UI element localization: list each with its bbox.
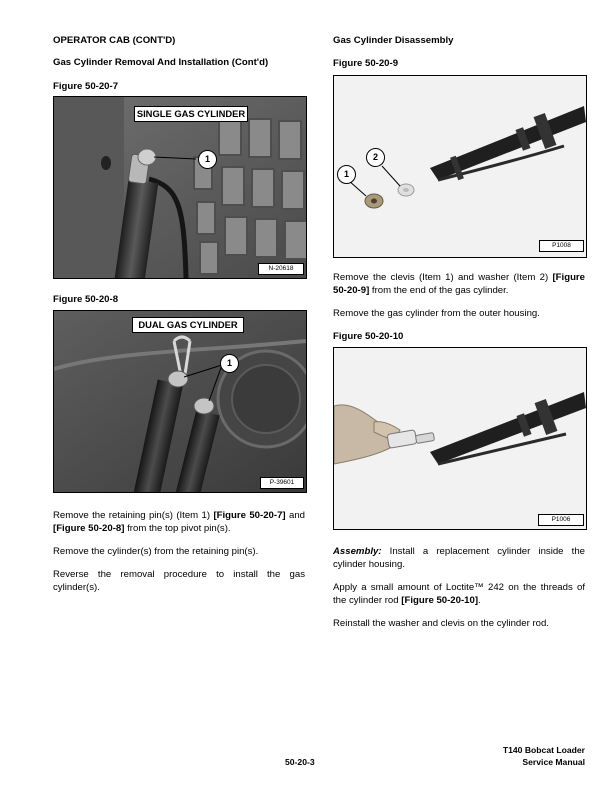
- figure-50-20-7-photo: [53, 96, 307, 279]
- loctite-instruction: [333, 581, 585, 607]
- manual-title: T140 Bobcat Loader: [502, 745, 585, 755]
- text-run: Remove the retaining pin(s) (Item 1): [53, 510, 214, 521]
- figure-reference: [Figure 50-20-8]: [53, 523, 125, 535]
- figure-label-50-20-9: Figure 50-20-9: [333, 58, 399, 69]
- figure-reference: [Figure 50-20-9]: [333, 272, 585, 297]
- loctite-application-photo: [334, 348, 586, 529]
- photo-id: P-39601: [260, 477, 304, 489]
- section-title: OPERATOR CAB (CONT'D): [53, 35, 176, 46]
- subsection-title: Gas Cylinder Removal And Installation (Cont'd): [53, 57, 269, 68]
- callout-item-1: 1: [198, 150, 217, 169]
- text-run: from the top pivot pin(s).: [124, 523, 231, 535]
- text-run: Install a replacement cylinder inside the cylinder housing.: [333, 546, 585, 571]
- photo-id: P1006: [538, 514, 584, 526]
- figure-reference: [Figure 50-20-10]: [401, 595, 479, 607]
- reverse-procedure-instruction: Reverse the removal procedure to install the gas cylinder(s).: [53, 569, 305, 594]
- callout-item-2: 2: [366, 148, 385, 167]
- reinstall-instruction: Reinstall the washer and clevis on the cylinder rod.: [333, 618, 549, 629]
- page-number: 50-20-3: [285, 757, 315, 767]
- callout-item-1: 1: [337, 165, 356, 184]
- figure-label-50-20-8: Figure 50-20-8: [53, 294, 119, 305]
- callout-item-1: 1: [220, 354, 239, 373]
- assembly-instruction: [333, 545, 585, 571]
- retaining-pin-instruction: [53, 509, 305, 535]
- text-run: and: [285, 510, 305, 521]
- figure-50-20-9-photo: [333, 75, 587, 258]
- figure-reference: [Figure 50-20-7]: [213, 510, 286, 521]
- text-run: Apply a small amount of Loctite™ 242 on the threads of the cylinder rod: [333, 582, 585, 607]
- remove-gas-cylinder-instruction: Remove the gas cylinder from the outer housing.: [333, 308, 540, 319]
- figure-label-50-20-10: Figure 50-20-10: [333, 331, 404, 342]
- text-run: Remove the clevis (Item 1) and washer (Item 2): [333, 272, 553, 283]
- photo-id: N-20618: [258, 263, 304, 275]
- figure-overlay-title: SINGLE GAS CYLINDER: [134, 106, 248, 122]
- remove-clevis-instruction: [333, 271, 585, 297]
- section-title: Gas Cylinder Disassembly: [333, 35, 454, 46]
- manual-subtitle: Service Manual: [522, 757, 585, 767]
- assembly-emphasis: Assembly:: [333, 546, 382, 557]
- figure-50-20-8-photo: [53, 310, 307, 493]
- text-run: .: [478, 595, 481, 607]
- figure-overlay-title: DUAL GAS CYLINDER: [132, 317, 244, 333]
- dual-gas-cylinder-photo: [54, 311, 306, 492]
- remove-cylinder-instruction: Remove the cylinder(s) from the retaining pin(s).: [53, 546, 259, 557]
- text-run: from the end of the gas cylinder.: [369, 285, 509, 297]
- single-gas-cylinder-photo: [54, 97, 306, 278]
- figure-label-50-20-7: Figure 50-20-7: [53, 81, 119, 92]
- figure-50-20-10-photo: [333, 347, 587, 530]
- photo-id: P1008: [539, 240, 584, 252]
